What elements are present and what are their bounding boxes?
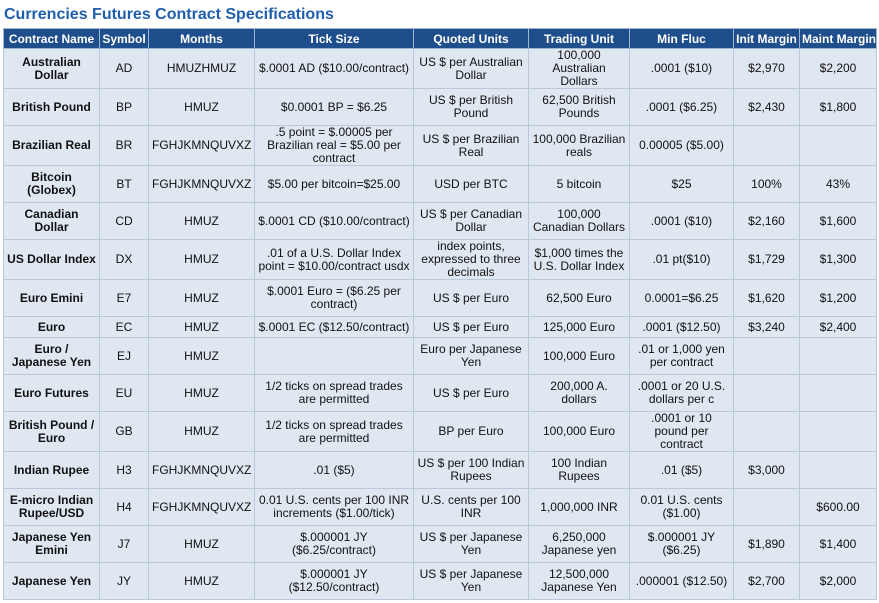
quoted-units: index points, expressed to three decimals — [414, 240, 529, 280]
tick-size: $0.0001 BP = $6.25 — [255, 89, 414, 126]
months: HMUZ — [149, 526, 255, 563]
maint-margin: $1,300 — [800, 240, 877, 280]
quoted-units: Euro per Japanese Yen — [414, 338, 529, 375]
col-header-trading-unit: Trading Unit — [529, 29, 630, 49]
trading-unit: 62,500 British Pounds — [529, 89, 630, 126]
symbol: BR — [100, 126, 149, 166]
quoted-units: US $ per 100 Indian Rupees — [414, 452, 529, 489]
tick-size: $.0001 EC ($12.50/contract) — [255, 317, 414, 338]
symbol: H4 — [100, 489, 149, 526]
contract-name: Euro — [4, 317, 100, 338]
maint-margin: $1,800 — [800, 89, 877, 126]
contract-name: Australian Dollar — [4, 49, 100, 89]
contract-name: Euro Emini — [4, 280, 100, 317]
maint-margin — [800, 126, 877, 166]
maint-margin: $1,400 — [800, 526, 877, 563]
col-header-min-fluc: Min Fluc — [630, 29, 734, 49]
months: FGHJKMNQUVXZ — [149, 166, 255, 203]
min-fluc: .0001 ($10) — [630, 49, 734, 89]
quoted-units: US $ per Euro — [414, 280, 529, 317]
months: HMUZ — [149, 375, 255, 412]
min-fluc: 0.00005 ($5.00) — [630, 126, 734, 166]
table-row — [4, 89, 877, 126]
months: HMUZ — [149, 89, 255, 126]
init-margin: $1,729 — [734, 240, 800, 280]
symbol: BT — [100, 166, 149, 203]
months: HMUZ — [149, 338, 255, 375]
init-margin — [734, 338, 800, 375]
quoted-units: USD per BTC — [414, 166, 529, 203]
init-margin — [734, 375, 800, 412]
trading-unit: 100,000 Canadian Dollars — [529, 203, 630, 240]
months: FGHJKMNQUVXZ — [149, 452, 255, 489]
quoted-units: US $ per Canadian Dollar — [414, 203, 529, 240]
months: HMUZ — [149, 203, 255, 240]
table-row — [4, 49, 877, 89]
init-margin — [734, 126, 800, 166]
maint-margin — [800, 375, 877, 412]
col-header-months: Months — [149, 29, 255, 49]
table-row — [4, 526, 877, 563]
tick-size: .01 ($5) — [255, 452, 414, 489]
init-margin: 100% — [734, 166, 800, 203]
trading-unit: 1,000,000 INR — [529, 489, 630, 526]
col-header-tick-size: Tick Size — [255, 29, 414, 49]
table-row — [4, 563, 877, 600]
init-margin: $2,970 — [734, 49, 800, 89]
trading-unit: 6,250,000 Japanese yen — [529, 526, 630, 563]
maint-margin: $2,200 — [800, 49, 877, 89]
maint-margin — [800, 338, 877, 375]
maint-margin: $1,600 — [800, 203, 877, 240]
init-margin: $3,000 — [734, 452, 800, 489]
trading-unit: 200,000 A. dollars — [529, 375, 630, 412]
col-header-contract-name: Contract Name — [4, 29, 100, 49]
min-fluc: .0001 ($12.50) — [630, 317, 734, 338]
contract-name: Bitcoin (Globex) — [4, 166, 100, 203]
maint-margin: $1,200 — [800, 280, 877, 317]
trading-unit: 5 bitcoin — [529, 166, 630, 203]
min-fluc: .0001 or 10 pound per contract — [630, 412, 734, 452]
trading-unit: 100,000 Australian Dollars — [529, 49, 630, 89]
tick-size: $.000001 JY ($6.25/contract) — [255, 526, 414, 563]
init-margin — [734, 489, 800, 526]
col-header-quoted-units: Quoted Units — [414, 29, 529, 49]
quoted-units: US $ per British Pound — [414, 89, 529, 126]
min-fluc: .000001 ($12.50) — [630, 563, 734, 600]
header-row — [4, 29, 877, 49]
quoted-units: US $ per Japanese Yen — [414, 563, 529, 600]
init-margin: $1,890 — [734, 526, 800, 563]
contract-name: Indian Rupee — [4, 452, 100, 489]
symbol: DX — [100, 240, 149, 280]
min-fluc: 0.0001=$6.25 — [630, 280, 734, 317]
init-margin: $1,620 — [734, 280, 800, 317]
quoted-units: US $ per Japanese Yen — [414, 526, 529, 563]
months: HMUZ — [149, 412, 255, 452]
contract-name: British Pound / Euro — [4, 412, 100, 452]
contract-name: E-micro Indian Rupee/USD — [4, 489, 100, 526]
maint-margin: $600.00 — [800, 489, 877, 526]
maint-margin — [800, 412, 877, 452]
contract-name: Canadian Dollar — [4, 203, 100, 240]
contract-name: Japanese Yen Emini — [4, 526, 100, 563]
tick-size: 0.01 U.S. cents per 100 INR increments ($1.00/tick) — [255, 489, 414, 526]
trading-unit: 62,500 Euro — [529, 280, 630, 317]
months: FGHJKMNQUVXZ — [149, 489, 255, 526]
min-fluc: $.000001 JY ($6.25) — [630, 526, 734, 563]
symbol: JY — [100, 563, 149, 600]
trading-unit: 12,500,000 Japanese Yen — [529, 563, 630, 600]
contract-name: Japanese Yen — [4, 563, 100, 600]
symbol: EJ — [100, 338, 149, 375]
trading-unit: $1,000 times the U.S. Dollar Index — [529, 240, 630, 280]
tick-size — [255, 338, 414, 375]
table-row — [4, 338, 877, 375]
symbol: CD — [100, 203, 149, 240]
min-fluc: .01 ($5) — [630, 452, 734, 489]
min-fluc: .01 pt($10) — [630, 240, 734, 280]
quoted-units: US $ per Brazilian Real — [414, 126, 529, 166]
trading-unit: 100,000 Brazilian reals — [529, 126, 630, 166]
min-fluc: $25 — [630, 166, 734, 203]
init-margin: $2,430 — [734, 89, 800, 126]
symbol: J7 — [100, 526, 149, 563]
trading-unit: 125,000 Euro — [529, 317, 630, 338]
table-row — [4, 489, 877, 526]
maint-margin: $2,400 — [800, 317, 877, 338]
table-row — [4, 203, 877, 240]
tick-size: $.0001 AD ($10.00/contract) — [255, 49, 414, 89]
tick-size: 1/2 ticks on spread trades are permitted — [255, 412, 414, 452]
init-margin: $2,160 — [734, 203, 800, 240]
months: HMUZ — [149, 563, 255, 600]
min-fluc: 0.01 U.S. cents ($1.00) — [630, 489, 734, 526]
table-row — [4, 317, 877, 338]
tick-size: $.0001 Euro = ($6.25 per contract) — [255, 280, 414, 317]
col-header-init-margin: Init Margin — [734, 29, 800, 49]
table-row — [4, 166, 877, 203]
months: FGHJKMNQUVXZ — [149, 126, 255, 166]
symbol: E7 — [100, 280, 149, 317]
col-header-maint-margin: Maint Margin — [800, 29, 877, 49]
months: HMUZ — [149, 240, 255, 280]
months: HMUZ — [149, 317, 255, 338]
maint-margin: $2,000 — [800, 563, 877, 600]
trading-unit: 100,000 Euro — [529, 338, 630, 375]
table-row — [4, 452, 877, 489]
init-margin: $2,700 — [734, 563, 800, 600]
quoted-units: BP per Euro — [414, 412, 529, 452]
contract-name: Euro Futures — [4, 375, 100, 412]
specs-table — [3, 28, 877, 600]
quoted-units: US $ per Australian Dollar — [414, 49, 529, 89]
symbol: AD — [100, 49, 149, 89]
tick-size: 1/2 ticks on spread trades are permitted — [255, 375, 414, 412]
months: HMUZHMUZ — [149, 49, 255, 89]
table-row — [4, 240, 877, 280]
min-fluc: .0001 or 20 U.S. dollars per c — [630, 375, 734, 412]
trading-unit: 100,000 Euro — [529, 412, 630, 452]
table-row — [4, 126, 877, 166]
init-margin: $3,240 — [734, 317, 800, 338]
months: HMUZ — [149, 280, 255, 317]
min-fluc: .01 or 1,000 yen per contract — [630, 338, 734, 375]
contract-name: US Dollar Index — [4, 240, 100, 280]
symbol: BP — [100, 89, 149, 126]
symbol: GB — [100, 412, 149, 452]
tick-size: $5.00 per bitcoin=$25.00 — [255, 166, 414, 203]
tick-size: .5 point = $.00005 per Brazilian real = $5.00 per contract — [255, 126, 414, 166]
maint-margin — [800, 452, 877, 489]
min-fluc: .0001 ($10) — [630, 203, 734, 240]
table-row — [4, 375, 877, 412]
maint-margin: 43% — [800, 166, 877, 203]
trading-unit: 100 Indian Rupees — [529, 452, 630, 489]
tick-size: $.0001 CD ($10.00/contract) — [255, 203, 414, 240]
min-fluc: .0001 ($6.25) — [630, 89, 734, 126]
symbol: H3 — [100, 452, 149, 489]
table-row — [4, 280, 877, 317]
init-margin — [734, 412, 800, 452]
col-header-symbol: Symbol — [100, 29, 149, 49]
quoted-units: US $ per Euro — [414, 317, 529, 338]
contract-name: British Pound — [4, 89, 100, 126]
symbol: EC — [100, 317, 149, 338]
table-row — [4, 412, 877, 452]
contract-name: Brazilian Real — [4, 126, 100, 166]
quoted-units: U.S. cents per 100 INR — [414, 489, 529, 526]
tick-size: $.000001 JY ($12.50/contract) — [255, 563, 414, 600]
quoted-units: US $ per Euro — [414, 375, 529, 412]
contract-name: Euro / Japanese Yen — [4, 338, 100, 375]
symbol: EU — [100, 375, 149, 412]
tick-size: .01 of a U.S. Dollar Index point = $10.00/contract usdx — [255, 240, 414, 280]
page-title: Currencies Futures Contract Specifications — [4, 6, 334, 23]
